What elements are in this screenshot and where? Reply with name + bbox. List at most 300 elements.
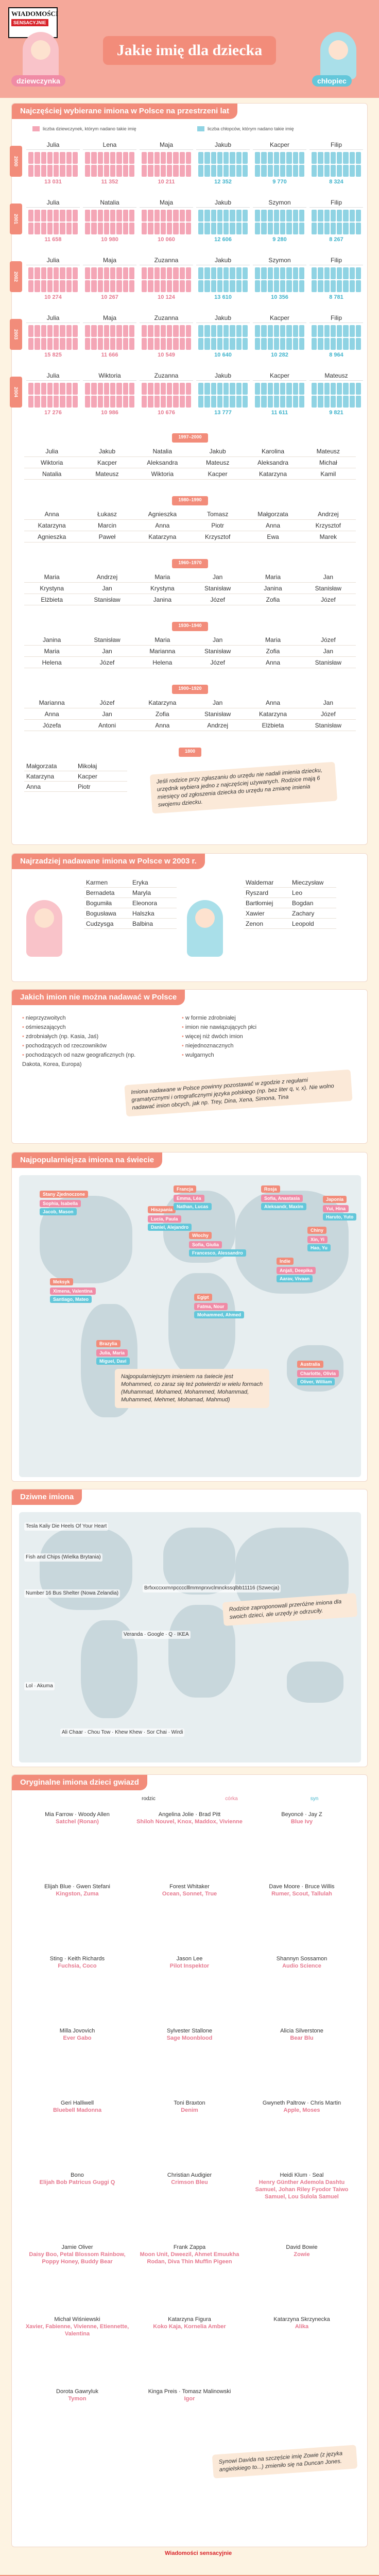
name-cell: Maria [135, 571, 190, 583]
name-cell: Stanisław [79, 634, 134, 646]
celebrity-parent: Gwyneth Paltrow · Chris Martin [262, 2100, 341, 2106]
name-count: 9 821 [329, 410, 343, 416]
celebrity-entry [24, 2316, 130, 2337]
name-cell: Stanisław [190, 646, 245, 657]
name-cell: Józef [301, 708, 356, 720]
name-label: Julia [26, 140, 80, 150]
section-forbidden-names [11, 989, 368, 1144]
rare-name: Leo [290, 888, 336, 898]
name-cell: Agnieszka [24, 531, 79, 543]
celebrity-kid-names: Alika [295, 2324, 309, 2330]
section-odd-names [11, 1489, 368, 1767]
forbidden-rule: • pochodzących od rzeczowników [22, 1041, 156, 1050]
decade-names-table [24, 509, 356, 543]
celebrity-kid-names: Crimson Bleu [171, 2179, 208, 2185]
logo-line2: SENSACYJNIE [11, 19, 48, 26]
celebrity-kid-names: Rumer, Scout, Tallulah [271, 1891, 332, 1897]
boy-figures-icon [312, 267, 361, 292]
name-cell: Kacper [190, 468, 245, 480]
forbidden-rule: • w formie zdrobniałej [182, 1013, 336, 1023]
forbidden-rule: • wulgarnych [182, 1050, 336, 1060]
boy-figures-icon [255, 383, 304, 408]
girl-figures-icon [85, 325, 134, 350]
name-count: 10 676 [158, 410, 175, 416]
celebrity-parent: Sting · Keith Richards [49, 1956, 105, 1962]
world-map [19, 1175, 361, 1477]
name-count: 10 274 [44, 294, 62, 300]
name-label: Julia [26, 197, 80, 208]
name-cell: Paweł [79, 531, 134, 543]
rare-name: Bogusława [84, 908, 130, 919]
boy-figures-icon [312, 383, 361, 408]
rare-name: Leopold [290, 919, 336, 929]
girl-names-label: Charlotte, Olivia [297, 1370, 339, 1377]
name-cell: Zofia [245, 646, 300, 657]
name-label: Kacper [253, 313, 306, 323]
girl-figures-icon [85, 210, 134, 234]
rare-name: Karmen [84, 877, 130, 888]
name-label: Maja [140, 140, 193, 150]
celebrity-parent: Beyoncé · Jay Z [281, 1811, 322, 1818]
celebrity-parent: Bono [71, 2172, 84, 2178]
name-count: 10 549 [158, 352, 175, 358]
name-cell: Marianna [135, 646, 190, 657]
name-cell: Mateusz [79, 468, 134, 480]
name-cell: Wiktoria [135, 468, 190, 480]
name-count: 9 770 [272, 179, 287, 185]
boy-figures-icon [198, 267, 248, 292]
name-cell: Anna [245, 657, 300, 668]
name-cell: Maria [245, 634, 300, 646]
rare-name: Bartłomiej [244, 898, 290, 908]
decade-names-table [24, 697, 356, 731]
girl-name-column [140, 255, 193, 306]
name-cell: Jan [190, 634, 245, 646]
name-cell: Natalia [135, 446, 190, 457]
celebrity-kid-names: Elijah Bob Patricus Guggi Q [39, 2179, 115, 2185]
old-names-list: Małgorzata Mikołaj Katarzyna Kacper Anna Piotr [24, 761, 127, 792]
celebrity-parent: Michał Wiśniewski [54, 2316, 100, 2323]
year-badge: 2002 [10, 261, 22, 292]
name-label: Jakub [196, 255, 250, 265]
girl-name-column [140, 140, 193, 190]
celebrity-entry [136, 2244, 243, 2265]
name-count: 13 031 [44, 179, 62, 185]
rare-name: Mieczysław [290, 877, 336, 888]
boy-names-label: Daniel, Alejandro [148, 1224, 192, 1231]
country-label: Francja [174, 1185, 196, 1193]
section-title: Jakich imion nie można nadawać w Polsce [12, 990, 185, 1005]
section-title: Dziwne imiona [12, 1489, 82, 1505]
boy-figures-icon [198, 383, 248, 408]
celebrity-kid-names: Igor [184, 2396, 195, 2402]
rare-name: Xawier [244, 908, 290, 919]
celebrity-parent: Sylvester Stallone [166, 2028, 213, 2034]
name-cell: Stanisław [79, 594, 134, 605]
name-cell: Anna [135, 520, 190, 531]
rare-boys-list [244, 877, 336, 929]
boy-figures-icon [255, 210, 304, 234]
name-cell: Marek [301, 531, 356, 543]
name-cell: Józef [79, 657, 134, 668]
boy-figures-icon [198, 152, 248, 177]
girl-figures-icon [85, 267, 134, 292]
name-count: 10 060 [158, 236, 175, 243]
name-cell: Janina [135, 594, 190, 605]
decade-label: 1960–1970 [24, 559, 356, 568]
name-cell: Agnieszka [135, 509, 190, 520]
name-cell: Wiktoria [24, 457, 79, 468]
celebrity-entry [24, 2388, 130, 2402]
name-cell: Michał [301, 457, 356, 468]
boy-name-column [253, 197, 306, 248]
name-count: 13 610 [214, 294, 232, 300]
celebrity-kid-names: Bluebell Madonna [53, 2107, 102, 2113]
celebrity-kid-names: Tymon [68, 2396, 87, 2402]
boy-names-label: Jacob, Mason [40, 1208, 77, 1215]
rare-name: Zenon [244, 919, 290, 929]
decade-label: 1930–1940 [24, 622, 356, 631]
country-label: Egipt [194, 1294, 212, 1301]
name-count: 15 825 [44, 352, 62, 358]
boy-name-column [309, 255, 363, 306]
girl-name-column [140, 313, 193, 363]
girl-figures-icon [142, 383, 191, 408]
name-label: Filip [309, 255, 363, 265]
girl-figures-icon [28, 383, 78, 408]
rare-name: Ryszard [244, 888, 290, 898]
name-cell: Julia [24, 446, 79, 457]
girl-names-label: Xin, Yi [307, 1236, 328, 1243]
celebrity-entry [249, 2244, 355, 2258]
boy-name-column [196, 197, 250, 248]
rare-girls-list [84, 877, 177, 929]
name-count: 10 986 [101, 410, 118, 416]
celebrity-parent: Katarzyna Skrzynecka [273, 2316, 330, 2323]
name-cell: Marianna [24, 697, 79, 708]
celebrity-parent: Mia Farrow · Woody Allen [45, 1811, 110, 1818]
celebrity-entry [136, 1883, 243, 1897]
celebrity-kid-names: Satchel (Ronan) [56, 1819, 99, 1825]
section-rare-names [11, 853, 368, 982]
celebrity-entry [249, 1955, 355, 1970]
note-registry: Jeśli rodzice przy zgłaszaniu do urzędu nie nadali imienia dziecku, urzędnik wybiera jedno z najczęściej używanych. Rodzice mają 6 miesięcy od zgłoszenia dziecka do urzędu na zmianę imienia swojemu dziecku. [150, 762, 337, 814]
celebrity-kid-names: Ocean, Sonnet, True [162, 1891, 217, 1897]
rare-name: Zachary [290, 908, 336, 919]
decade-names-table [24, 446, 356, 480]
name-count: 8 324 [329, 179, 343, 185]
name-cell: Krzysztof [190, 531, 245, 543]
name-cell: Piotr [190, 520, 245, 531]
celebrity-kid-names: Sage Moonblood [166, 2035, 213, 2041]
boy-name-column [196, 255, 250, 306]
girl-names-label: Fatma, Nour [194, 1303, 228, 1310]
rare-name: Maryla [130, 888, 177, 898]
name-count: 11 666 [101, 352, 118, 358]
girl-illustration-icon [26, 900, 62, 957]
name-cell: Natalia [24, 468, 79, 480]
odd-name: Lol · Akuma [24, 1682, 55, 1690]
celebrity-kid-names: Pilot Inspektor [169, 1963, 210, 1969]
name-cell: Maria [135, 634, 190, 646]
country-label: Brazylia [96, 1340, 120, 1347]
girl-names-label: Lucía, Paula [148, 1215, 181, 1223]
boy-figures-icon [312, 210, 361, 234]
name-count: 10 124 [158, 294, 175, 300]
name-label: Mateusz [309, 370, 363, 381]
name-count: 10 980 [101, 236, 118, 243]
name-cell: Zofia [245, 594, 300, 605]
forbidden-rule: • niejednoznacznych [182, 1041, 336, 1050]
name-cell: Józef [301, 634, 356, 646]
girl-names-label: Emma, Léa [174, 1195, 204, 1202]
celebrity-kid-names: Xavier, Fabienne, Vivienne, Etiennette, Valentina [25, 2324, 129, 2337]
celebrity-kid-names: Shiloh Nouvel, Knox, Maddox, Vivienne [136, 1819, 243, 1825]
name-count: 17 276 [44, 410, 62, 416]
celebrity-entry [136, 1955, 243, 1970]
odd-name: Tesla Kaliy Die Heels Of Your Heart [24, 1522, 108, 1531]
name-label: Filip [309, 140, 363, 150]
girl-names-label: Sophia, Isabella [40, 1200, 81, 1207]
name-label: Wiktoria [83, 370, 136, 381]
girl-name-column [83, 140, 136, 190]
girl-name-column [140, 370, 193, 421]
name-cell: Katarzyna [135, 531, 190, 543]
name-cell: Kacper [79, 457, 134, 468]
boy-name-column [196, 140, 250, 190]
forbidden-list-right [182, 1013, 336, 1060]
celebrity-parent: Jason Lee [176, 1956, 203, 1962]
rare-name: Eryka [130, 877, 177, 888]
boy-names-label: Francesco, Alessandro [189, 1249, 246, 1257]
country-label: Chiny [307, 1227, 326, 1234]
celebrity-kid-names: Ever Gabo [63, 2035, 92, 2041]
boy-name-column [309, 140, 363, 190]
note-rejected: Rodzice zaproponowali przeróżne imiona dla swoich dzieci, ale urzędy je odrzuciły. [222, 1593, 358, 1626]
name-cell: Katarzyna [24, 520, 79, 531]
boy-names-label: Haruto, Yuto [323, 1213, 356, 1221]
celebrity-entry [249, 1811, 355, 1825]
celebrity-parent: Heidi Klum · Seal [280, 2172, 324, 2178]
section-world-names [11, 1152, 368, 1482]
name-cell: Maria [24, 646, 79, 657]
boy-names-label: Nathan, Lucas [174, 1203, 212, 1210]
name-cell: Stanisław [301, 657, 356, 668]
name-label: Kacper [253, 140, 306, 150]
celebrity-kid-names: Henry Günther Ademola Dashtu Samuel, Johan Riley Fyodor Taiwo Samuel, Lou Sulola Samuel [255, 2179, 349, 2200]
name-count: 8 781 [329, 294, 343, 300]
country-label: Japonia [323, 1196, 347, 1203]
rare-name: Bogdan [290, 898, 336, 908]
year-row [13, 140, 363, 190]
celebrity-entry [136, 2027, 243, 2042]
name-cell: Józef [79, 697, 134, 708]
name-label: Julia [26, 313, 80, 323]
girl-figures-icon [142, 267, 191, 292]
decade-label: 1997–2000 [24, 433, 356, 443]
name-count: 13 777 [214, 410, 232, 416]
section-title: Najpopularniejsza imiona na świecie [12, 1153, 162, 1168]
name-cell: Krystyna [24, 583, 79, 594]
celebrity-header [24, 1795, 356, 1802]
celebrity-parent: Milla Jovovich [59, 2028, 95, 2034]
celebrity-parent: Kinga Preis · Tomasz Malinowski [148, 2388, 231, 2395]
celebrity-entry [24, 2099, 130, 2114]
decade-label: 1800 [24, 748, 356, 757]
boy-names-label: Hao, Yu [307, 1244, 331, 1251]
celebrity-kid-names: Koko Kaja, Kornelia Amber [153, 2324, 226, 2330]
name-cell: Mateusz [301, 446, 356, 457]
girl-names-label: Ximena, Valentina [50, 1287, 96, 1295]
girl-name-column [140, 197, 193, 248]
celebrity-entry [136, 1811, 243, 1825]
girl-figures-icon [28, 325, 78, 350]
boy-name-column [309, 313, 363, 363]
celebrity-kid-names: Fuchsia, Coco [58, 1963, 97, 1969]
name-cell: Zofia [135, 708, 190, 720]
logo-line1: WIADOMOŚCI [11, 10, 59, 18]
girl-figures-icon [85, 152, 134, 177]
country-label: Rosja [261, 1185, 280, 1193]
celebrity-parent: Toni Braxton [174, 2100, 205, 2106]
col-daughter: córka [225, 1796, 238, 1802]
name-cell: Stanisław [190, 583, 245, 594]
year-row [13, 370, 363, 421]
country-label: Stany Zjednoczone [40, 1191, 88, 1198]
celebrity-entry [249, 1883, 355, 1897]
name-cell: Janina [245, 583, 300, 594]
name-cell: Andrzej [190, 720, 245, 731]
country-label: Indie [277, 1258, 294, 1265]
girl-illustration-icon [23, 32, 59, 79]
name-cell: Krzysztof [301, 520, 356, 531]
decade-names-table [24, 571, 356, 605]
celebrity-entry [249, 2316, 355, 2330]
girl-name-column [83, 370, 136, 421]
celebrity-entry [136, 2172, 243, 2186]
boy-names-label: Aarav, Vivaan [277, 1275, 313, 1282]
forbidden-rule: • pochodzących od nazw geograficznych (np. Dakota, Korea, Europa) [22, 1050, 156, 1069]
celebrity-parent: Geri Halliwell [60, 2100, 94, 2106]
name-cell: Józef [190, 657, 245, 668]
name-count: 10 356 [271, 294, 288, 300]
name-cell: Janina [24, 634, 79, 646]
celebrity-entry [136, 2388, 243, 2402]
country-label: Meksyk [50, 1278, 73, 1285]
girl-name-column [26, 197, 80, 248]
name-cell: Krystyna [135, 583, 190, 594]
odd-name: Fish and Chips (Wielka Brytania) [24, 1553, 102, 1562]
name-cell: Józef [301, 594, 356, 605]
boy-illustration-icon [187, 900, 223, 957]
name-label: Zuzanna [140, 370, 193, 381]
section-popular-names [11, 103, 368, 845]
name-cell: Marcin [79, 520, 134, 531]
name-cell: Tomasz [190, 509, 245, 520]
name-cell: Łukasz [79, 509, 134, 520]
name-cell: Ewa [245, 531, 300, 543]
name-cell: Jan [79, 646, 134, 657]
girl-name-column [26, 313, 80, 363]
celebrity-parent: Forest Whitaker [169, 1884, 210, 1890]
name-count: 9 280 [272, 236, 287, 243]
name-cell: Józef [190, 594, 245, 605]
name-cell: Helena [135, 657, 190, 668]
name-count: 8 267 [329, 236, 343, 243]
boy-illustration-icon [320, 32, 356, 79]
page-title: Jakie imię dla dziecka [103, 36, 276, 65]
name-cell: Mateusz [190, 457, 245, 468]
name-cell: Anna [135, 720, 190, 731]
name-cell: Stanisław [301, 583, 356, 594]
name-cell: Stanisław [190, 708, 245, 720]
world-map [19, 1512, 361, 1762]
name-label: Filip [309, 197, 363, 208]
celebrity-kid-names: Audio Science [282, 1963, 321, 1969]
girl-name-column [26, 140, 80, 190]
girl-names-label: Sofia, Anastasia [261, 1195, 303, 1202]
header [0, 0, 379, 98]
name-cell: Katarzyna [245, 708, 300, 720]
girl-figures-icon [85, 383, 134, 408]
name-count: 11 352 [101, 179, 118, 185]
boy-names-label: Miguel, Davi [96, 1358, 130, 1365]
celebrity-parent: Katarzyna Figura [168, 2316, 211, 2323]
name-label: Maja [83, 313, 136, 323]
name-count: 12 606 [214, 236, 232, 243]
boy-name-column [253, 255, 306, 306]
year-row [13, 197, 363, 248]
rare-name: Balbina [130, 919, 177, 929]
girl-figures-icon [28, 152, 78, 177]
boy-names-label: Mohammed, Ahmed [194, 1311, 244, 1318]
name-label: Zuzanna [140, 313, 193, 323]
name-cell: Antoni [79, 720, 134, 731]
name-label: Julia [26, 370, 80, 381]
celebrity-kid-names: Denim [181, 2107, 198, 2113]
girl-figures-icon [142, 152, 191, 177]
name-cell: Helena [24, 657, 79, 668]
celebrity-entry [249, 2099, 355, 2114]
girl-figures-icon [28, 267, 78, 292]
celebrity-parent: David Bowie [286, 2244, 318, 2250]
boy-names-label: Santiago, Mateo [50, 1296, 92, 1303]
decade-label: 1980–1990 [24, 496, 356, 505]
year-badge: 2000 [10, 146, 22, 177]
name-label: Julia [26, 255, 80, 265]
forbidden-list-left [22, 1013, 156, 1069]
year-badge: 2001 [10, 204, 22, 234]
footer-logo[interactable]: Wiadomości sensacyjnie [165, 2550, 232, 2556]
name-cell: Kamil [301, 468, 356, 480]
country-label: Włochy [189, 1232, 212, 1239]
name-count: 10 640 [214, 352, 232, 358]
odd-name: Brfxxccxxmnpcccclllmmnprxvclmnckssqlbb11116 (Szwecja) [143, 1584, 281, 1592]
name-cell: Karolina [245, 446, 300, 457]
name-count: 10 267 [101, 294, 118, 300]
boy-figures-icon [198, 325, 248, 350]
girl-figures-icon [142, 325, 191, 350]
odd-name: Veranda · Google · Q · IKEA [122, 1631, 191, 1639]
boy-figures-icon [255, 325, 304, 350]
celebrity-kid-names: Kingston, Zuma [56, 1891, 99, 1897]
celebrity-kid-names: Moon Unit, Dweezil, Ahmet Emuukha Rodan, Diva Thin Muffin Pigeen [140, 2251, 239, 2265]
celebrity-parent: Dorota Gawryluk [56, 2388, 98, 2395]
name-label: Jakub [196, 140, 250, 150]
rare-name: Eleonora [130, 898, 177, 908]
celebrity-kid-names: Apple, Moses [283, 2107, 320, 2113]
name-cell: Katarzyna [135, 697, 190, 708]
